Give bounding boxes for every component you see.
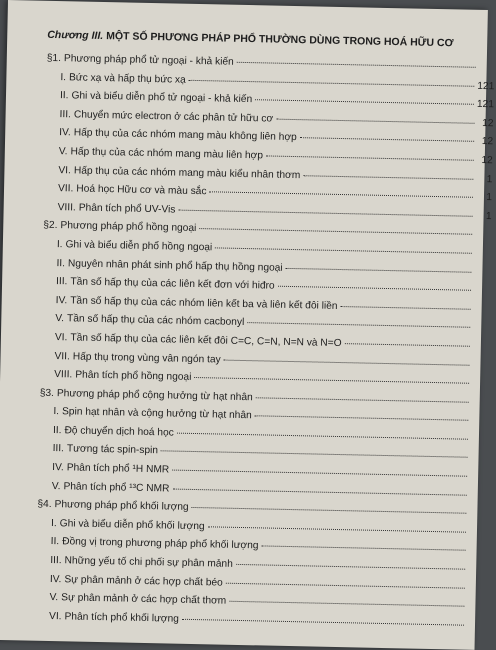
toc-entry-number: I. — [51, 518, 57, 529]
dot-leader — [345, 343, 470, 347]
dot-leader — [161, 451, 468, 458]
dot-leader — [261, 546, 465, 551]
toc-entry-title: Spin hạt nhân và cộng hưởng từ hạt nhân — [62, 407, 252, 422]
toc-entry-number: V. — [55, 313, 64, 324]
toc-entry-number: II. — [53, 425, 62, 436]
toc-entry-title: Tần số hấp thụ của các nhóm cacbonyl — [67, 314, 244, 329]
dot-leader — [237, 62, 476, 68]
toc-entry-title: Phương pháp phổ tử ngoại - khả kiến — [64, 53, 234, 68]
dot-leader — [229, 601, 464, 607]
dot-leader — [303, 175, 473, 180]
toc-entry-number: I. — [57, 239, 63, 250]
toc-entry-title: Nguyên nhân phát sinh phổ hấp thụ hồng ngoại — [68, 258, 283, 273]
dot-leader — [255, 416, 469, 421]
toc-entry-number: §1. — [47, 53, 61, 64]
toc-entry-title: Những yếu tố chi phối sự phân mảnh — [64, 555, 232, 570]
toc-entry-title: Ghi và biểu diễn phổ hồng ngoại — [65, 239, 212, 253]
toc-page-number: 12 — [477, 136, 493, 147]
toc-entry-number: §4. — [37, 499, 51, 510]
toc-entry-title: Tần số hấp thụ của các liên kết đơn với hiđro — [70, 276, 274, 291]
dot-leader — [340, 306, 470, 310]
toc-entry-number: I. — [60, 72, 66, 83]
dot-leader — [192, 507, 467, 514]
toc-entry-number: VI. — [49, 611, 62, 622]
toc-entry-number: VIII. — [54, 369, 72, 380]
table-of-contents — [35, 53, 495, 639]
toc-entry-title: Độ chuyển dịch hoá học — [64, 425, 174, 438]
dot-leader — [209, 191, 473, 198]
toc-entry-title: Phân tích phổ ¹H NMR — [67, 462, 170, 475]
toc-entry-number: IV. — [59, 127, 71, 138]
toc-entry-number: V. — [52, 481, 61, 492]
toc-entry-title: Phân tích phổ hồng ngoại — [75, 370, 191, 383]
dot-leader — [255, 99, 474, 105]
toc-entry-number: III. — [60, 109, 72, 120]
toc-entry-title: Phương pháp phổ khối lượng — [54, 499, 188, 513]
toc-entry-number: VII. — [58, 183, 74, 194]
toc-entry-number: V. — [49, 592, 58, 603]
dot-leader — [286, 267, 472, 272]
dot-leader — [178, 209, 472, 216]
dot-leader — [247, 322, 470, 328]
toc-entry-number: IV. — [50, 574, 62, 585]
toc-entry-number: II. — [51, 536, 60, 547]
toc-entry-title: Tần số hấp thụ của các nhóm liên kết ba và liên kết đôi liền — [70, 295, 337, 312]
toc-entry-number: V. — [59, 146, 68, 157]
toc-page-number: 12 — [477, 155, 493, 166]
dot-leader — [172, 488, 466, 495]
dot-leader — [224, 359, 470, 365]
toc-page-number: 1 — [475, 211, 491, 222]
toc-entry-number: II. — [56, 258, 65, 269]
dot-leader — [266, 155, 474, 160]
toc-page-number: 12 — [477, 118, 493, 129]
dot-leader — [226, 582, 465, 588]
toc-entry-number: III. — [56, 276, 68, 287]
toc-entry-title: Ghi và biểu diễn phổ tử ngoại - khả kiến — [71, 91, 252, 106]
toc-entry-number: IV. — [52, 462, 64, 473]
toc-page-number: 1 — [476, 192, 492, 203]
dot-leader — [182, 619, 464, 626]
toc-entry-number: VI. — [55, 332, 68, 343]
toc-entry-number: §3. — [40, 387, 54, 398]
toc-entry-title: Hoá học Hữu cơ và màu sắc — [76, 184, 206, 198]
toc-entry-number: VIII. — [58, 202, 76, 213]
toc-entry-number: §2. — [43, 220, 57, 231]
toc-entry-title: Hấp thụ trong vùng vân ngón tay — [73, 351, 221, 365]
dot-leader — [194, 377, 469, 384]
toc-entry-title: Hấp thụ của các nhóm mang màu kiểu nhân thơm — [74, 165, 301, 181]
dot-leader — [172, 470, 467, 477]
toc-entry-title: Bức xạ và hấp thụ bức xạ — [69, 72, 186, 85]
toc-entry-title: Tần số hấp thụ của các liên kết đôi C=C, C=N, N=N và N=O — [70, 332, 341, 349]
dot-leader — [256, 397, 469, 402]
toc-entry-title: Phương pháp phổ cộng hưởng từ hạt nhân — [57, 388, 253, 403]
dot-leader — [215, 247, 472, 253]
toc-entry-title: Phân tích phổ ¹³C NMR — [63, 481, 169, 494]
toc-entry-number: I. — [53, 406, 59, 417]
dot-leader — [276, 118, 474, 123]
dot-leader — [236, 564, 465, 570]
toc-page-number: 121 — [477, 80, 494, 91]
toc-entry-number: III. — [52, 444, 64, 455]
dot-leader — [208, 526, 466, 532]
toc-page-number: 1 — [476, 173, 492, 184]
toc-entry-title: Đồng vị trong phương pháp phổ khối lượng — [62, 537, 259, 552]
toc-entry-title: Sự phân mảnh ở các hợp chất béo — [64, 574, 223, 588]
toc-entry-title: Sự phân mảnh ở các hợp chất thơm — [61, 592, 226, 606]
toc-entry-title: Phân tích phổ khối lượng — [64, 611, 179, 624]
toc-entry-number: VII. — [54, 351, 70, 362]
toc-entry-title: Hấp thụ của các nhóm mang màu liên hợp — [70, 146, 263, 161]
toc-entry-title: Chuyển mức electron ở các phân tử hữu cơ — [74, 109, 273, 124]
toc-entry-title: Tương tác spin-spin — [67, 444, 158, 457]
chapter-number: Chương III. — [47, 29, 103, 42]
toc-page-number: 121 — [477, 99, 494, 110]
toc-entry-number: IV. — [56, 295, 68, 306]
dot-leader — [199, 228, 472, 235]
dot-leader — [300, 138, 474, 143]
dot-leader — [278, 286, 471, 291]
dot-leader — [189, 79, 475, 86]
chapter-heading — [47, 29, 487, 50]
toc-entry-title: Ghi và biểu diễn phổ khối lượng — [60, 518, 205, 532]
toc-entry-number: VI. — [58, 165, 71, 176]
toc-entry-number: III. — [50, 555, 62, 566]
chapter-title: MỘT SỐ PHƯƠNG PHÁP PHỔ THƯỜNG DÙNG TRONG HOÁ HỮU CƠ — [106, 30, 454, 49]
toc-entry-title: Phân tích phổ UV-Vis — [79, 202, 176, 215]
toc-entry-number: II. — [60, 90, 69, 101]
toc-entry-title: Hấp thụ của các nhóm mang màu không liên hợp — [74, 128, 297, 144]
dot-leader — [177, 433, 468, 440]
toc-entry-title: Phương pháp phổ hồng ngoại — [60, 220, 196, 234]
